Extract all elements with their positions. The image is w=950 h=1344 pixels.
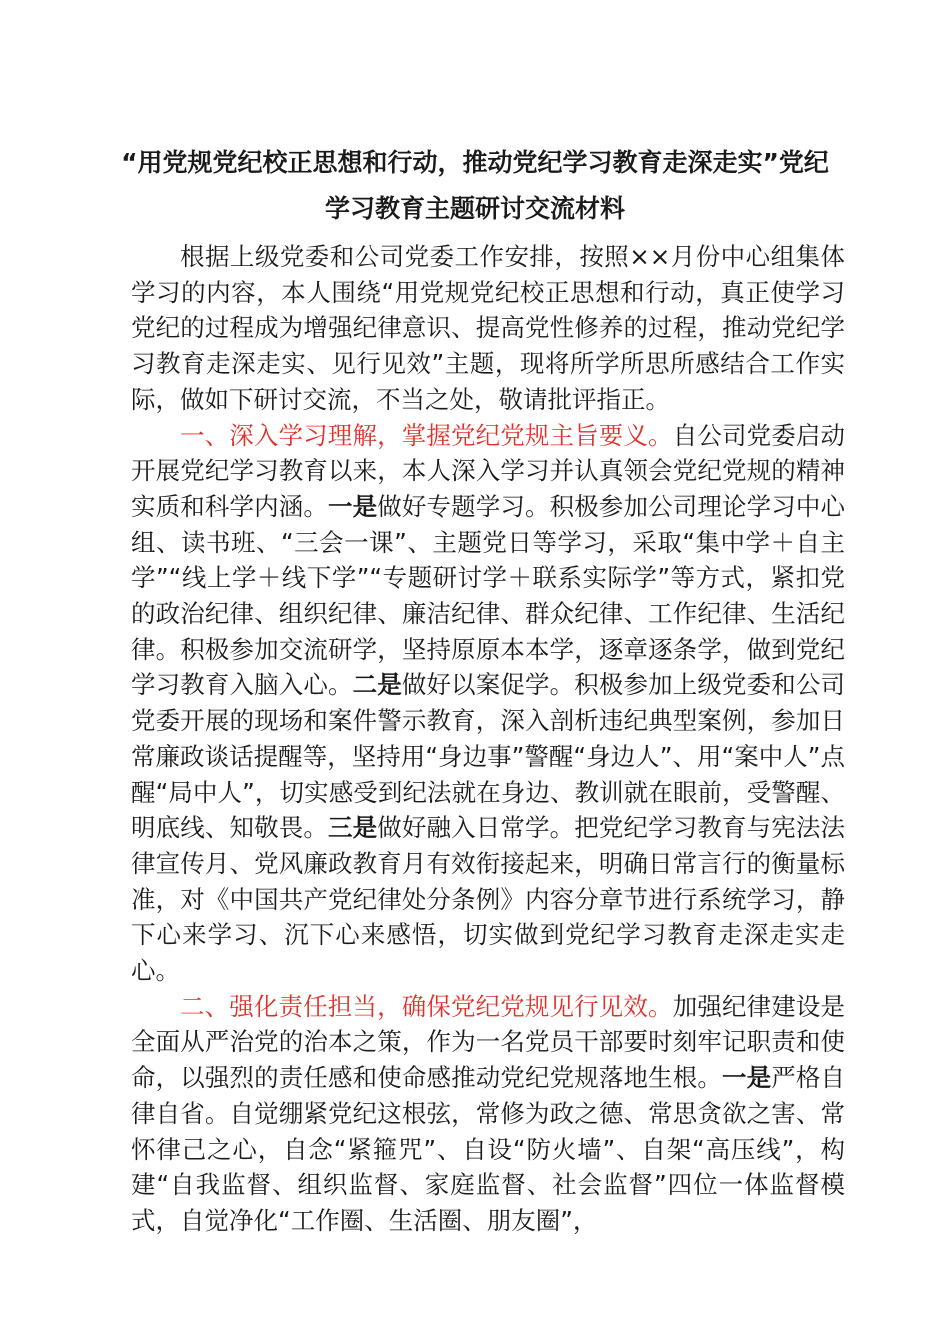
section-1-text-2: 做好专题学习。积极参加公司理论学习中心组、读书班、“三会一课”、主题党日等学习，采取“集中学＋自主学”“线上学＋线下学”“专题研讨学＋联系实际学”等方式，紧扣党的政治纪律、组织纪律、廉洁纪律、群众纪律、工作纪律、生活纪律。积极参加交流研学，坚持原原本本学，逐章逐条学，做到党纪学习教育入脑入心。: [131, 491, 845, 700]
document-body: [131, 239, 845, 1239]
section-1-text-1: 自公司党委启动开展党纪学习教育以来，本人深入学习并认真领会党纪党规的精神实质和科学内涵。: [131, 420, 846, 521]
section-1-paragraph: [131, 418, 845, 989]
section-2-text-1: 加强纪律建设是全面从严治党的治本之策，作为一名党员干部要时刻牢记职责和使命，以强烈的责任感和使命感推动党纪党规落地生根。: [131, 991, 846, 1093]
intro-paragraph: 根据上级党委和公司党委工作安排，按照××月份中心组集体学习的内容，本人围绕“用党规党纪校正思想和行动，真正使学习党纪的过程成为增强纪律意识、提高党性修养的过程，推动党纪学习教育走深走实、见行见效”主题，现将所学所思所感结合工作实际，做如下研讨交流，不当之处，敬请批评指正。: [131, 242, 845, 414]
section-2-paragraph: [131, 989, 845, 1239]
section-2-point-1-label: 一是: [722, 1063, 772, 1093]
section-2-heading: 二、强化责任担当，确保党纪党规见行见效。: [180, 991, 673, 1021]
section-1-point-2-label: 二是: [352, 670, 402, 700]
section-1-point-1-label: 一是: [328, 491, 378, 521]
section-1-point-3-label: 三是: [328, 813, 378, 843]
section-2-text-2: 严格自律自省。自觉绷紧党纪这根弦，常修为政之德、常思贪欲之害、常怀律己之心，自念“紧箍咒”、自设“防火墙”、自架“高压线”，构建“自我监督、组织监督、家庭监督、社会监督”四位一体监督模式，自觉净化“工作圈、生活圈、朋友圈”，: [131, 1063, 845, 1235]
section-1-text-3: 做好以案促学。积极参加上级党委和公司党委开展的现场和案件警示教育，深入剖析违纪典型案例，参加日常廉政谈话提醒等，坚持用“身边事”警醒“身边人”、用“案中人”点醒“局中人”，切实感受到纪法就在身边、教训就在眼前，受警醒、明底线、知敬畏。: [131, 670, 845, 843]
document-title: “用党规党纪校正思想和行动，推动党纪学习教育走深走实”党纪学习教育主题研讨交流材料: [121, 148, 829, 223]
section-1-text-4: 做好融入日常学。把党纪学习教育与宪法法律宣传月、党风廉政教育月有效衔接起来，明确日常言行的衡量标准，对《中国共产党纪律处分条例》内容分章节进行系统学习，静下心来学习、沉下心来感悟，切实做到党纪学习教育走深走实走心。: [131, 813, 845, 986]
section-1-heading: 一、深入学习理解，掌握党纪党规主旨要义。: [180, 420, 673, 450]
